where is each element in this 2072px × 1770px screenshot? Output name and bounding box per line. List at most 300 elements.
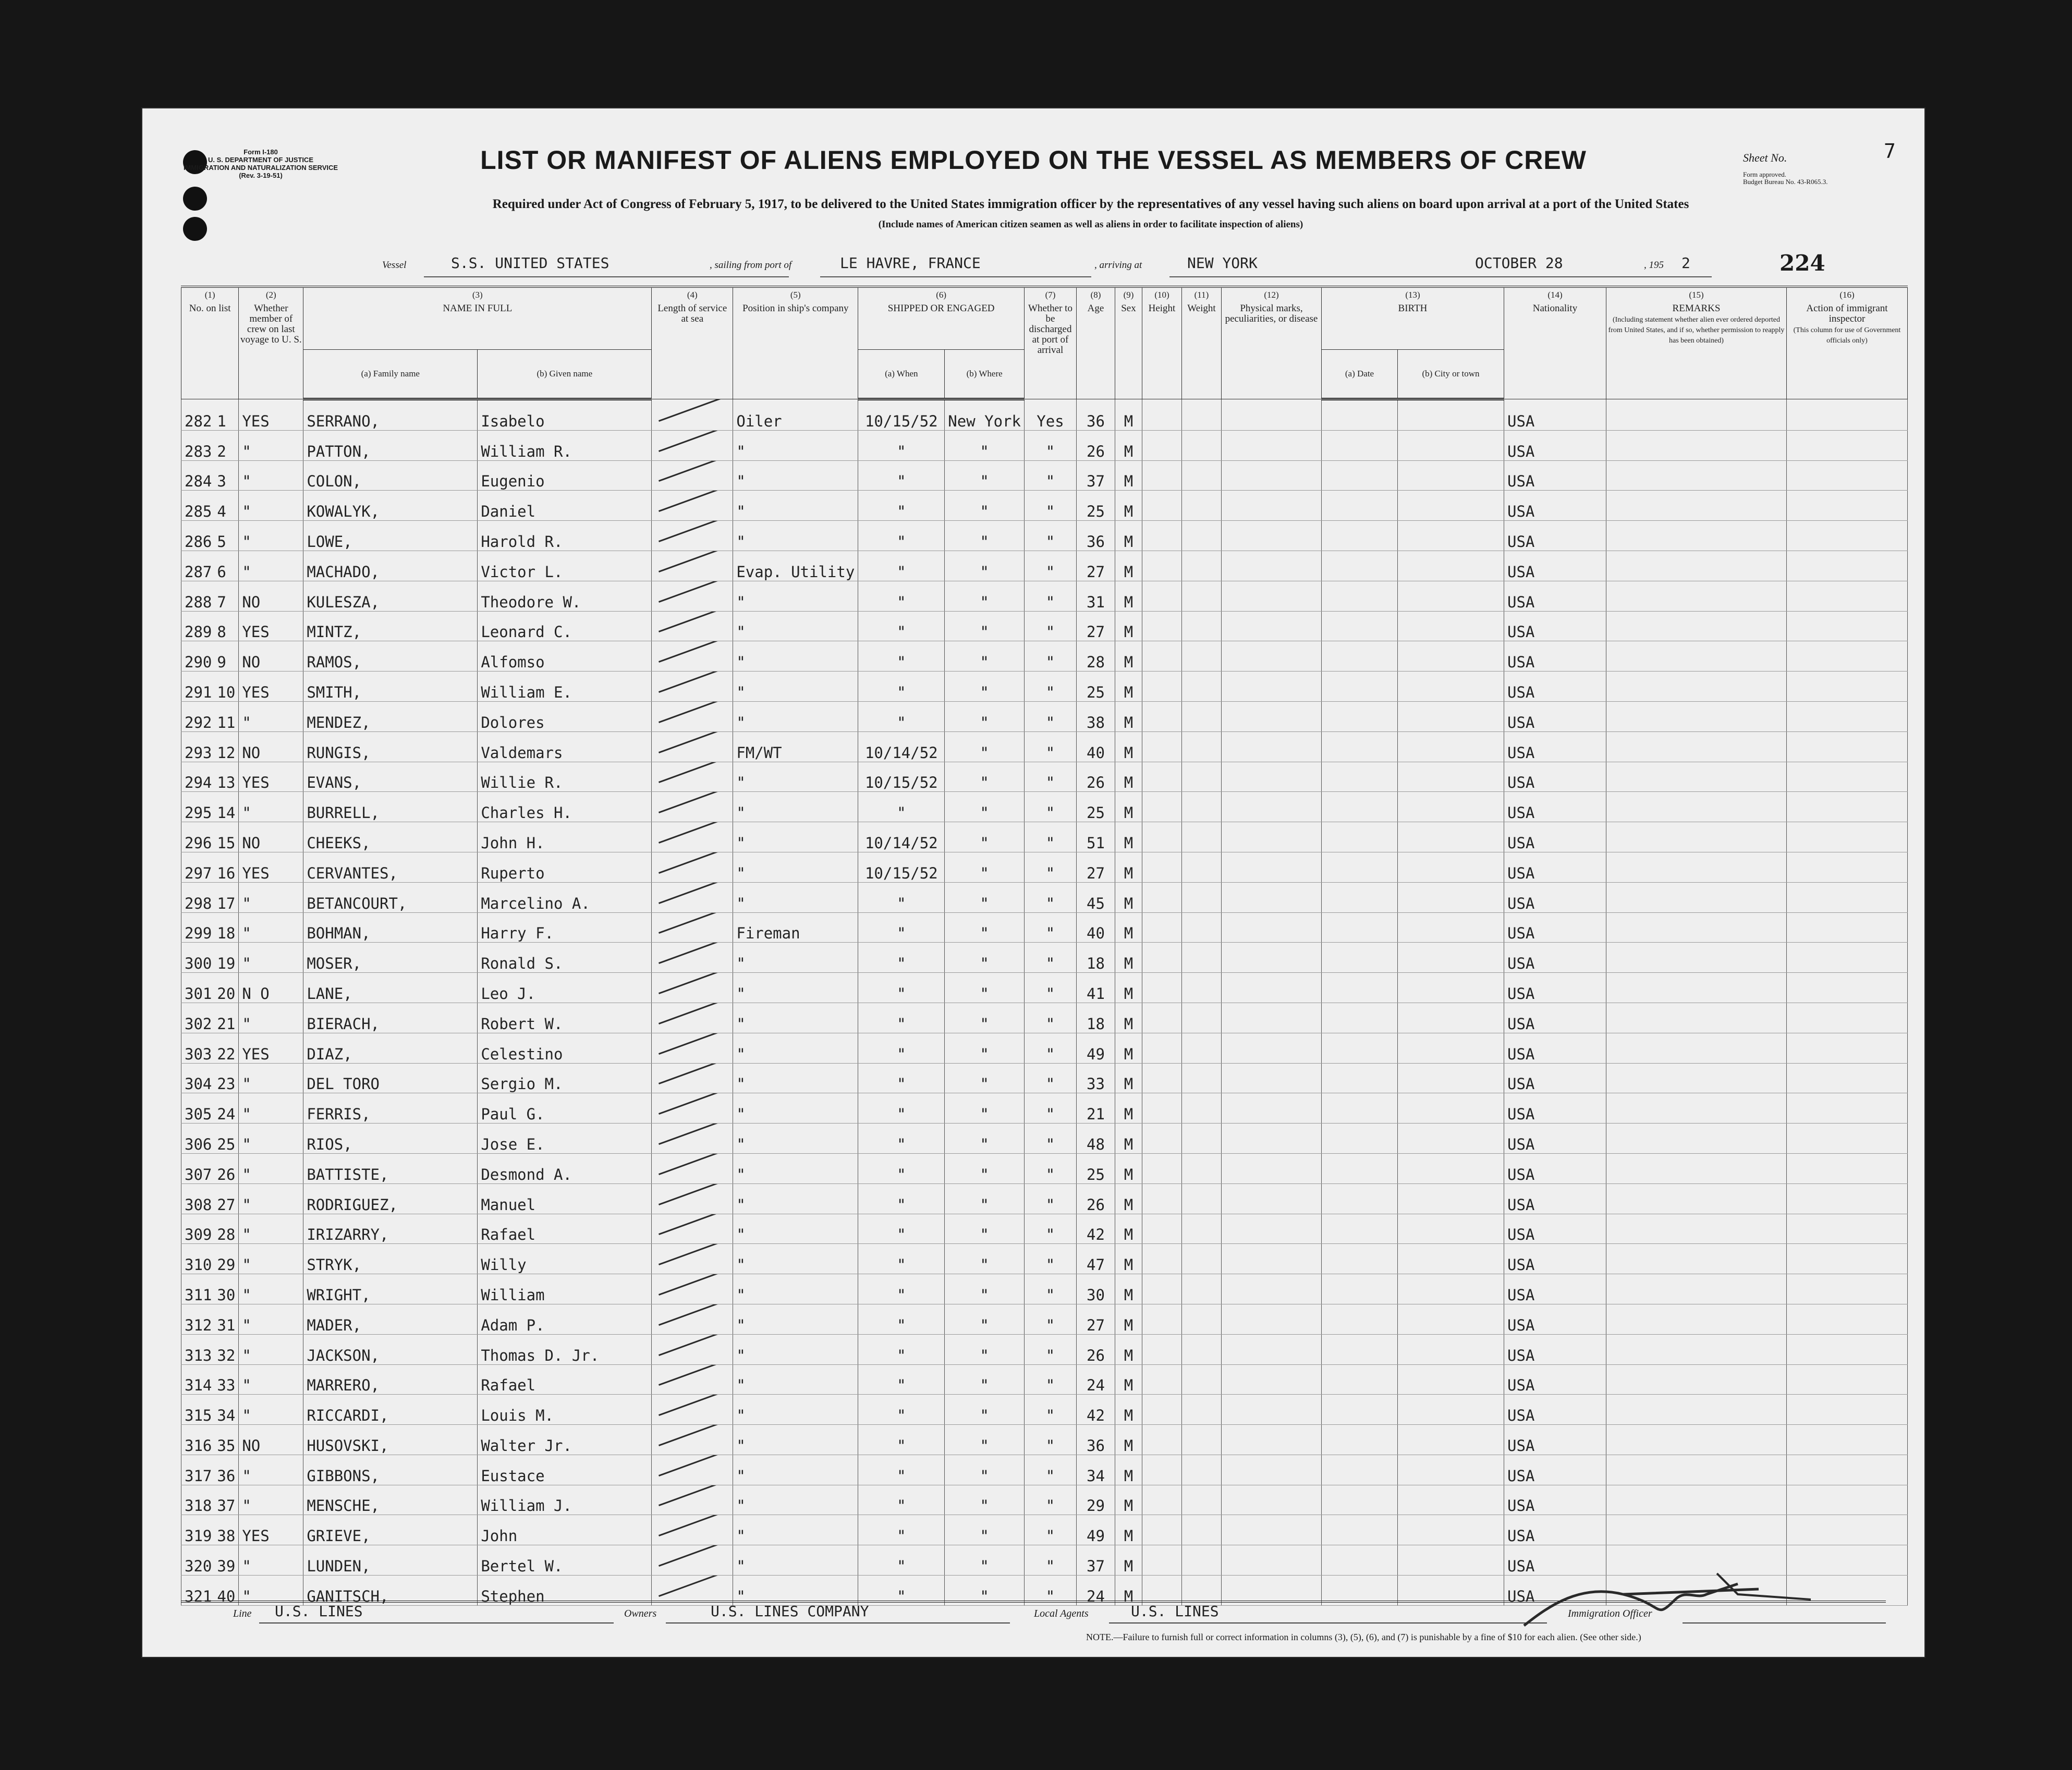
- height-cell: [1142, 1515, 1181, 1545]
- birth-date-cell: [1321, 521, 1397, 551]
- col-when-header: (a) When: [858, 350, 945, 399]
- list-line-number: 39: [217, 1557, 236, 1576]
- discharge-cell: ": [1024, 1395, 1076, 1425]
- list-line-number: 3: [217, 472, 226, 491]
- weight-cell: [1181, 460, 1221, 491]
- position-cell: ": [733, 792, 858, 822]
- height-cell: [1142, 1455, 1181, 1485]
- position-cell: ": [733, 1093, 858, 1124]
- physical-marks-cell: [1221, 672, 1321, 702]
- sex-cell: M: [1115, 1153, 1142, 1183]
- remarks-cell: [1606, 943, 1786, 973]
- table-row: [181, 1093, 1908, 1124]
- family-name-cell: SERRANO,: [303, 399, 478, 431]
- table-row: [181, 1153, 1908, 1183]
- last-voyage-cell: ": [239, 1485, 303, 1515]
- sex-cell: M: [1115, 399, 1142, 431]
- physical-marks-cell: [1221, 611, 1321, 641]
- last-voyage-cell: ": [239, 1576, 303, 1606]
- discharge-cell: ": [1024, 852, 1076, 882]
- last-voyage-cell: ": [239, 1003, 303, 1033]
- position-cell: ": [733, 1183, 858, 1214]
- shipped-where-cell: ": [945, 1576, 1025, 1606]
- inspector-action-cell: [1786, 1183, 1907, 1214]
- physical-marks-cell: [1221, 792, 1321, 822]
- table-row: [181, 672, 1908, 702]
- sex-cell: M: [1115, 611, 1142, 641]
- list-line-number: 37: [217, 1497, 236, 1515]
- page-line-number: 294: [185, 774, 212, 792]
- family-name-cell: BETANCOURT,: [303, 882, 478, 912]
- shipped-when-cell: ": [858, 1093, 945, 1124]
- list-number-cell: [181, 1153, 239, 1183]
- physical-marks-cell: [1221, 1093, 1321, 1124]
- shipped-where-cell: ": [945, 551, 1025, 581]
- height-cell: [1142, 1003, 1181, 1033]
- weight-cell: [1181, 882, 1221, 912]
- service-length-cell: [652, 1334, 733, 1364]
- shipped-where-cell: ": [945, 1455, 1025, 1485]
- revision: (Rev. 3-19-51): [239, 172, 283, 179]
- birth-city-cell: [1397, 762, 1504, 792]
- budget-approved: Form approved.: [1743, 170, 1787, 178]
- height-cell: [1142, 912, 1181, 943]
- birth-date-cell: [1321, 1304, 1397, 1334]
- discharge-cell: ": [1024, 822, 1076, 852]
- remarks-cell: [1606, 399, 1786, 431]
- col-birth-date-header: (a) Date: [1321, 350, 1397, 399]
- nationality-cell: USA: [1504, 731, 1606, 762]
- weight-cell: [1181, 822, 1221, 852]
- sex-cell: M: [1115, 1124, 1142, 1154]
- list-number-cell: [181, 1515, 239, 1545]
- given-name-cell: Alfomso: [478, 641, 652, 672]
- physical-marks-cell: [1221, 1455, 1321, 1485]
- shipped-where-cell: ": [945, 1274, 1025, 1304]
- given-name-cell: Adam P.: [478, 1304, 652, 1334]
- list-number-cell: [181, 1124, 239, 1154]
- physical-marks-cell: [1221, 430, 1321, 460]
- shipped-where-cell: ": [945, 611, 1025, 641]
- age-cell: 48: [1076, 1124, 1115, 1154]
- sex-cell: M: [1115, 1515, 1142, 1545]
- height-cell: [1142, 1485, 1181, 1515]
- birth-date-cell: [1321, 1395, 1397, 1425]
- col-where-header: (b) Where: [945, 350, 1025, 399]
- physical-marks-cell: [1221, 1214, 1321, 1244]
- family-name-cell: RODRIGUEZ,: [303, 1183, 478, 1214]
- position-cell: ": [733, 852, 858, 882]
- list-line-number: 14: [217, 804, 236, 822]
- weight-cell: [1181, 491, 1221, 521]
- weight-cell: [1181, 1515, 1221, 1545]
- shipped-where-cell: ": [945, 1003, 1025, 1033]
- family-name-cell: COLON,: [303, 460, 478, 491]
- page-line-number: 315: [185, 1407, 212, 1425]
- physical-marks-cell: [1221, 460, 1321, 491]
- list-number-cell: [181, 491, 239, 521]
- family-name-cell: MENSCHE,: [303, 1485, 478, 1515]
- list-number-cell: [181, 1003, 239, 1033]
- inspector-action-cell: [1786, 460, 1907, 491]
- nationality-cell: USA: [1504, 1063, 1606, 1093]
- shipped-where-cell: ": [945, 1153, 1025, 1183]
- shipped-where-cell: ": [945, 672, 1025, 702]
- family-name-cell: FERRIS,: [303, 1093, 478, 1124]
- inspector-action-cell: [1786, 912, 1907, 943]
- shipped-where-cell: ": [945, 762, 1025, 792]
- shipped-when-cell: ": [858, 1274, 945, 1304]
- page-line-number: 293: [185, 743, 212, 762]
- birth-city-cell: [1397, 912, 1504, 943]
- given-name-cell: Leo J.: [478, 973, 652, 1003]
- discharge-cell: ": [1024, 611, 1076, 641]
- height-cell: [1142, 852, 1181, 882]
- position-cell: ": [733, 1545, 858, 1576]
- position-cell: ": [733, 762, 858, 792]
- last-voyage-cell: NO: [239, 581, 303, 611]
- service-length-cell: [652, 852, 733, 882]
- height-cell: [1142, 1545, 1181, 1576]
- nationality-cell: USA: [1504, 581, 1606, 611]
- table-row: [181, 943, 1908, 973]
- inspector-action-cell: [1786, 792, 1907, 822]
- family-name-cell: BIERACH,: [303, 1003, 478, 1033]
- family-name-cell: MINTZ,: [303, 611, 478, 641]
- nationality-cell: USA: [1504, 1515, 1606, 1545]
- shipped-where-cell: ": [945, 701, 1025, 731]
- given-name-cell: William R.: [478, 430, 652, 460]
- shipped-when-cell: ": [858, 672, 945, 702]
- given-name-cell: Harold R.: [478, 521, 652, 551]
- line-value: U.S. LINES: [275, 1603, 363, 1620]
- page-line-number: 296: [185, 834, 212, 852]
- page-line-number: 314: [185, 1376, 212, 1395]
- last-voyage-cell: ": [239, 1274, 303, 1304]
- birth-city-cell: [1397, 1364, 1504, 1395]
- birth-city-cell: [1397, 1455, 1504, 1485]
- page-line-number: 308: [185, 1195, 212, 1214]
- birth-date-cell: [1321, 1244, 1397, 1274]
- inspector-action-cell: [1786, 521, 1907, 551]
- col-birth-header: (13) BIRTH: [1321, 287, 1504, 350]
- age-cell: 18: [1076, 943, 1115, 973]
- table-row: [181, 1455, 1908, 1485]
- sex-cell: M: [1115, 852, 1142, 882]
- birth-date-cell: [1321, 912, 1397, 943]
- position-cell: Fireman: [733, 912, 858, 943]
- position-cell: ": [733, 943, 858, 973]
- position-cell: FM/WT: [733, 731, 858, 762]
- discharge-cell: ": [1024, 762, 1076, 792]
- given-name-cell: Sergio M.: [478, 1063, 652, 1093]
- service-length-cell: [652, 430, 733, 460]
- position-cell: ": [733, 1334, 858, 1364]
- discharge-cell: ": [1024, 672, 1076, 702]
- shipped-when-cell: ": [858, 701, 945, 731]
- position-cell: ": [733, 701, 858, 731]
- weight-cell: [1181, 581, 1221, 611]
- discharge-cell: ": [1024, 1214, 1076, 1244]
- sex-cell: M: [1115, 1274, 1142, 1304]
- year-prefix: , 195: [1644, 260, 1664, 271]
- page-line-number: 292: [185, 713, 212, 731]
- family-name-cell: DIAZ,: [303, 1033, 478, 1063]
- list-line-number: 28: [217, 1226, 236, 1244]
- shipped-where-cell: ": [945, 430, 1025, 460]
- remarks-cell: [1606, 1515, 1786, 1545]
- shipped-when-cell: ": [858, 973, 945, 1003]
- discharge-cell: ": [1024, 1304, 1076, 1334]
- physical-marks-cell: [1221, 1515, 1321, 1545]
- age-cell: 31: [1076, 581, 1115, 611]
- list-number-cell: [181, 852, 239, 882]
- weight-cell: [1181, 792, 1221, 822]
- list-number-cell: [181, 1395, 239, 1425]
- family-name-cell: KOWALYK,: [303, 491, 478, 521]
- age-cell: 27: [1076, 551, 1115, 581]
- shipped-when-cell: 10/15/52: [858, 852, 945, 882]
- height-cell: [1142, 973, 1181, 1003]
- remarks-cell: [1606, 701, 1786, 731]
- nationality-cell: USA: [1504, 611, 1606, 641]
- service-length-cell: [652, 1304, 733, 1334]
- crew-rows: [181, 399, 1908, 1606]
- birth-city-cell: [1397, 399, 1504, 431]
- birth-city-cell: [1397, 1214, 1504, 1244]
- table-row: [181, 701, 1908, 731]
- physical-marks-cell: [1221, 882, 1321, 912]
- weight-cell: [1181, 1124, 1221, 1154]
- last-voyage-cell: ": [239, 1364, 303, 1395]
- birth-date-cell: [1321, 491, 1397, 521]
- given-name-cell: Rafael: [478, 1214, 652, 1244]
- page-line-number: 289: [185, 623, 212, 641]
- physical-marks-cell: [1221, 1395, 1321, 1425]
- inspector-action-cell: [1786, 1214, 1907, 1244]
- shipped-when-cell: ": [858, 1033, 945, 1063]
- weight-cell: [1181, 731, 1221, 762]
- family-name-cell: BOHMAN,: [303, 912, 478, 943]
- table-row: [181, 460, 1908, 491]
- last-voyage-cell: ": [239, 1334, 303, 1364]
- vessel-label: Vessel: [382, 260, 407, 271]
- sex-cell: M: [1115, 762, 1142, 792]
- height-cell: [1142, 1033, 1181, 1063]
- last-voyage-cell: YES: [239, 1515, 303, 1545]
- birth-date-cell: [1321, 1124, 1397, 1154]
- service-length-cell: [652, 1183, 733, 1214]
- page-line-number: 295: [185, 804, 212, 822]
- inspector-action-cell: [1786, 701, 1907, 731]
- remarks-cell: [1606, 1244, 1786, 1274]
- birth-date-cell: [1321, 1093, 1397, 1124]
- age-cell: 51: [1076, 822, 1115, 852]
- position-cell: ": [733, 672, 858, 702]
- age-cell: 25: [1076, 1153, 1115, 1183]
- age-cell: 21: [1076, 1093, 1115, 1124]
- shipped-when-cell: ": [858, 1485, 945, 1515]
- sailing-label: , sailing from port of: [710, 260, 792, 271]
- list-line-number: 38: [217, 1527, 236, 1545]
- sex-cell: M: [1115, 943, 1142, 973]
- physical-marks-cell: [1221, 1244, 1321, 1274]
- col-position-header: (5) Position in ship's company: [733, 287, 858, 399]
- last-voyage-cell: ": [239, 1153, 303, 1183]
- discharge-cell: Yes: [1024, 399, 1076, 431]
- shipped-when-cell: ": [858, 1395, 945, 1425]
- table-row: [181, 762, 1908, 792]
- sex-cell: M: [1115, 792, 1142, 822]
- family-name-cell: MENDEZ,: [303, 701, 478, 731]
- height-cell: [1142, 430, 1181, 460]
- sex-cell: M: [1115, 1576, 1142, 1606]
- given-name-cell: Robert W.: [478, 1003, 652, 1033]
- height-cell: [1142, 521, 1181, 551]
- physical-marks-cell: [1221, 852, 1321, 882]
- col-inspector-header: (16) Action of immigrant inspector (This column for use of Government officials only): [1786, 287, 1907, 399]
- birth-city-cell: [1397, 973, 1504, 1003]
- birth-date-cell: [1321, 1214, 1397, 1244]
- given-name-cell: Eustace: [478, 1455, 652, 1485]
- inspector-action-cell: [1786, 1093, 1907, 1124]
- birth-city-cell: [1397, 1425, 1504, 1455]
- discharge-cell: ": [1024, 792, 1076, 822]
- family-name-cell: HUSOVSKI,: [303, 1425, 478, 1455]
- table-row: [181, 1003, 1908, 1033]
- birth-date-cell: [1321, 1545, 1397, 1576]
- physical-marks-cell: [1221, 1003, 1321, 1033]
- shipped-when-cell: 10/14/52: [858, 822, 945, 852]
- weight-cell: [1181, 641, 1221, 672]
- service-length-cell: [652, 762, 733, 792]
- table-row: [181, 1124, 1908, 1154]
- line-label: Line: [233, 1608, 252, 1619]
- remarks-cell: [1606, 1364, 1786, 1395]
- sex-cell: M: [1115, 731, 1142, 762]
- remarks-cell: [1606, 1124, 1786, 1154]
- table-row: [181, 912, 1908, 943]
- discharge-cell: ": [1024, 943, 1076, 973]
- shipped-where-cell: ": [945, 1364, 1025, 1395]
- shipped-where-cell: ": [945, 943, 1025, 973]
- shipped-when-cell: ": [858, 581, 945, 611]
- list-number-cell: [181, 1093, 239, 1124]
- list-number-cell: [181, 1063, 239, 1093]
- table-row: [181, 973, 1908, 1003]
- given-name-cell: Jose E.: [478, 1124, 652, 1154]
- physical-marks-cell: [1221, 1063, 1321, 1093]
- birth-date-cell: [1321, 822, 1397, 852]
- remarks-cell: [1606, 1304, 1786, 1334]
- sex-cell: M: [1115, 551, 1142, 581]
- inspector-action-cell: [1786, 762, 1907, 792]
- shipped-when-cell: ": [858, 1576, 945, 1606]
- shipped-where-cell: ": [945, 1515, 1025, 1545]
- weight-cell: [1181, 1063, 1221, 1093]
- page-line-number: 316: [185, 1436, 212, 1455]
- remarks-cell: [1606, 1425, 1786, 1455]
- service-length-cell: [652, 1003, 733, 1033]
- position-cell: ": [733, 1395, 858, 1425]
- inspector-action-cell: [1786, 1334, 1907, 1364]
- last-voyage-cell: ": [239, 1244, 303, 1274]
- physical-marks-cell: [1221, 1274, 1321, 1304]
- height-cell: [1142, 701, 1181, 731]
- given-name-cell: Desmond A.: [478, 1153, 652, 1183]
- age-cell: 30: [1076, 1274, 1115, 1304]
- table-row: [181, 1274, 1908, 1304]
- sex-cell: M: [1115, 1244, 1142, 1274]
- inspector-action-cell: [1786, 399, 1907, 431]
- discharge-cell: ": [1024, 1063, 1076, 1093]
- birth-city-cell: [1397, 521, 1504, 551]
- table-row: [181, 551, 1908, 581]
- weight-cell: [1181, 1214, 1221, 1244]
- nationality-cell: USA: [1504, 430, 1606, 460]
- family-name-cell: LANE,: [303, 973, 478, 1003]
- list-line-number: 32: [217, 1346, 236, 1364]
- height-cell: [1142, 822, 1181, 852]
- birth-date-cell: [1321, 1033, 1397, 1063]
- weight-cell: [1181, 1033, 1221, 1063]
- page-line-number: 299: [185, 924, 212, 943]
- family-name-cell: MADER,: [303, 1304, 478, 1334]
- col-remarks-header: (15) REMARKS (Including statement whether alien ever ordered deported from United States, and if so, whether permission to reapply has been obtained): [1606, 287, 1786, 399]
- birth-date-cell: [1321, 399, 1397, 431]
- nationality-cell: USA: [1504, 641, 1606, 672]
- list-number-cell: [181, 672, 239, 702]
- position-cell: ": [733, 1425, 858, 1455]
- weight-cell: [1181, 521, 1221, 551]
- shipped-when-cell: ": [858, 1003, 945, 1033]
- inspector-action-cell: [1786, 731, 1907, 762]
- birth-city-cell: [1397, 672, 1504, 702]
- given-name-cell: Marcelino A.: [478, 882, 652, 912]
- list-line-number: 22: [217, 1045, 236, 1063]
- height-cell: [1142, 551, 1181, 581]
- birth-city-cell: [1397, 460, 1504, 491]
- last-voyage-cell: ": [239, 1214, 303, 1244]
- service-length-cell: [652, 611, 733, 641]
- table-row: [181, 581, 1908, 611]
- family-name-cell: JACKSON,: [303, 1334, 478, 1364]
- weight-cell: [1181, 1334, 1221, 1364]
- age-cell: 41: [1076, 973, 1115, 1003]
- discharge-cell: ": [1024, 973, 1076, 1003]
- shipped-when-cell: ": [858, 882, 945, 912]
- list-number-cell: [181, 430, 239, 460]
- given-name-cell: Celestino: [478, 1033, 652, 1063]
- family-name-cell: GANITSCH,: [303, 1576, 478, 1606]
- shipped-where-cell: ": [945, 1545, 1025, 1576]
- birth-city-cell: [1397, 701, 1504, 731]
- last-voyage-cell: NO: [239, 1425, 303, 1455]
- list-number-cell: [181, 701, 239, 731]
- nationality-cell: USA: [1504, 551, 1606, 581]
- shipped-when-cell: ": [858, 1455, 945, 1485]
- family-name-cell: STRYK,: [303, 1244, 478, 1274]
- position-cell: ": [733, 430, 858, 460]
- service-length-cell: [652, 672, 733, 702]
- given-name-cell: Theodore W.: [478, 581, 652, 611]
- discharge-cell: ": [1024, 731, 1076, 762]
- table-row: [181, 611, 1908, 641]
- weight-cell: [1181, 1183, 1221, 1214]
- nationality-cell: USA: [1504, 882, 1606, 912]
- weight-cell: [1181, 1545, 1221, 1576]
- weight-cell: [1181, 943, 1221, 973]
